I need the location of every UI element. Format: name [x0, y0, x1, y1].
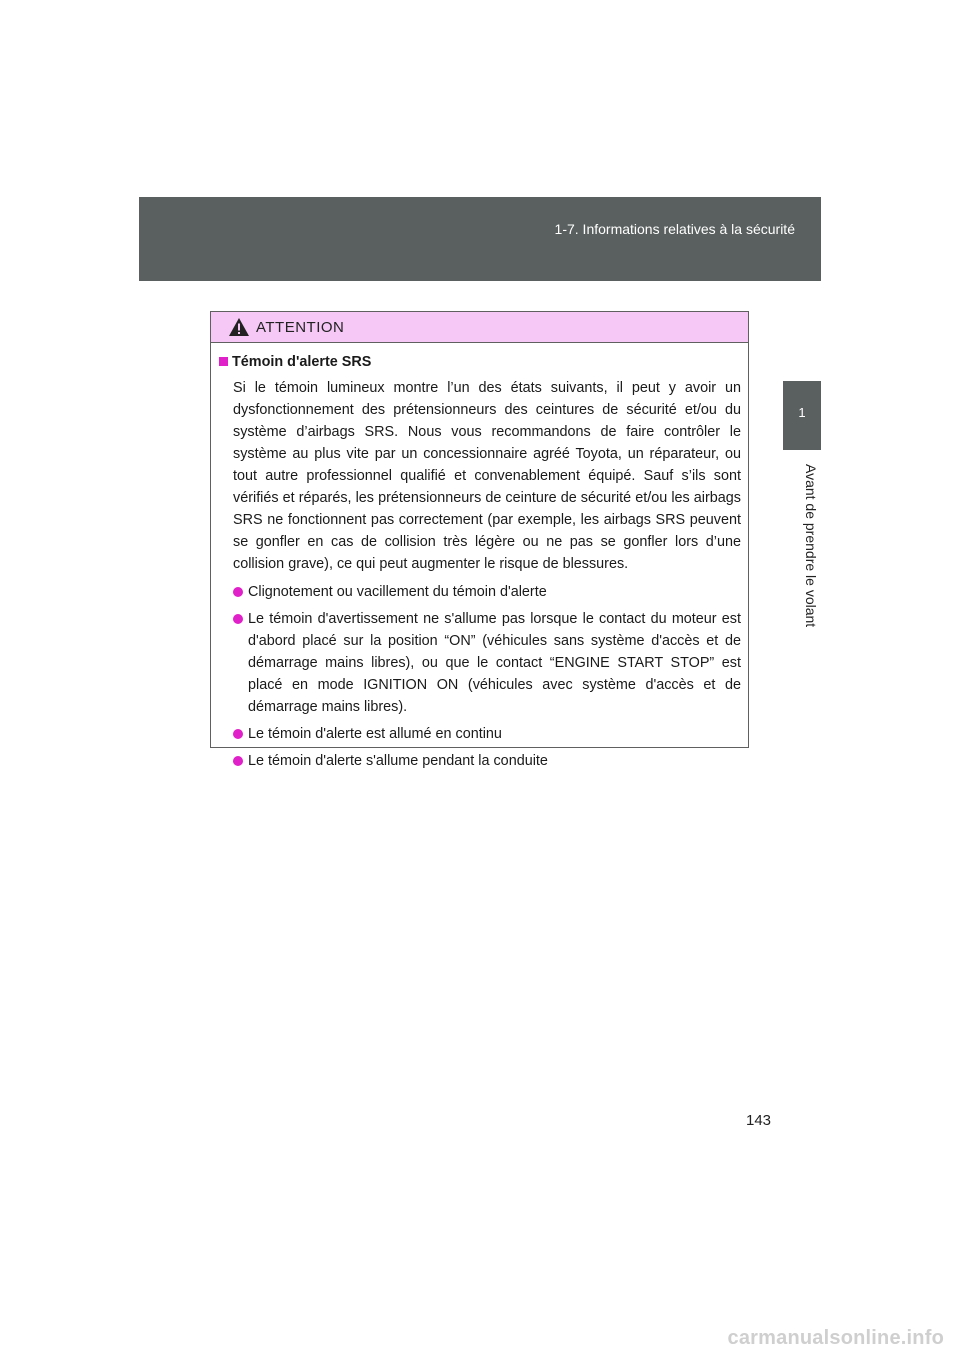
list-item-text: Le témoin d'alerte est allumé en continu — [248, 726, 502, 742]
round-bullet-icon — [233, 729, 243, 739]
topic-title: Témoin d'alerte SRS — [232, 354, 372, 370]
list-item — [218, 608, 741, 718]
warning-body — [211, 343, 748, 772]
watermark: carmanualsonline.info — [727, 1327, 944, 1349]
condition-list — [218, 581, 741, 772]
header-band — [139, 197, 821, 281]
warning-triangle-icon — [228, 317, 250, 337]
chapter-number: 1 — [798, 405, 806, 420]
list-item — [218, 581, 741, 603]
square-bullet-icon — [219, 357, 228, 366]
round-bullet-icon — [233, 614, 243, 624]
warning-header — [211, 312, 748, 343]
warning-paragraph: Si le témoin lumineux montre l’un des états suivants, il peut y avoir un dysfonctionnement des prétensionneurs des ceintures de sécurité et/ou du système d’airbags SRS. Nous vous recommandons de faire contrôler le système au plus vite par un concessionnaire agréé Toyota, un réparateur, ou tout autre professionnel qualifié et convenablement équipé. Sauf s’ils sont vérifiés et réparés, les prétensionneurs de ceinture de sécurité et/ou les airbags SRS ne fonctionnent pas correctement (par exemple, les airbags SRS peuvent se gonfler en cas de collision très légère ou ne pas se gonfler lors d’une collision grave), ce qui peut augmenter le risque de blessures. — [233, 380, 741, 572]
round-bullet-icon — [233, 587, 243, 597]
list-item — [218, 723, 741, 745]
list-item-text: Le témoin d'avertissement ne s'allume pas lorsque le contact du moteur est d'abord placé sur la position “ON” (véhicules sans système d'accès et de démarrage mains libres), ou que le contact “ENGINE START STOP” est placé en mode IGNITION ON (véhicules avec système d'accès et de démarrage mains libres). — [248, 611, 741, 715]
round-bullet-icon — [233, 756, 243, 766]
page-number: 143 — [746, 1112, 772, 1129]
list-item-text: Clignotement ou vacillement du témoin d'alerte — [248, 584, 547, 600]
warning-box — [210, 311, 749, 769]
list-item-text: Le témoin d'alerte s'allume pendant la conduite — [248, 753, 548, 769]
topic-heading — [218, 351, 741, 373]
section-title: 1-7. Informations relatives à la sécurité — [554, 221, 795, 237]
chapter-title: Avant de prendre le volant — [803, 464, 819, 628]
chapter-tab — [783, 381, 821, 450]
warning-label: ATTENTION — [256, 319, 345, 336]
list-item — [218, 750, 741, 772]
